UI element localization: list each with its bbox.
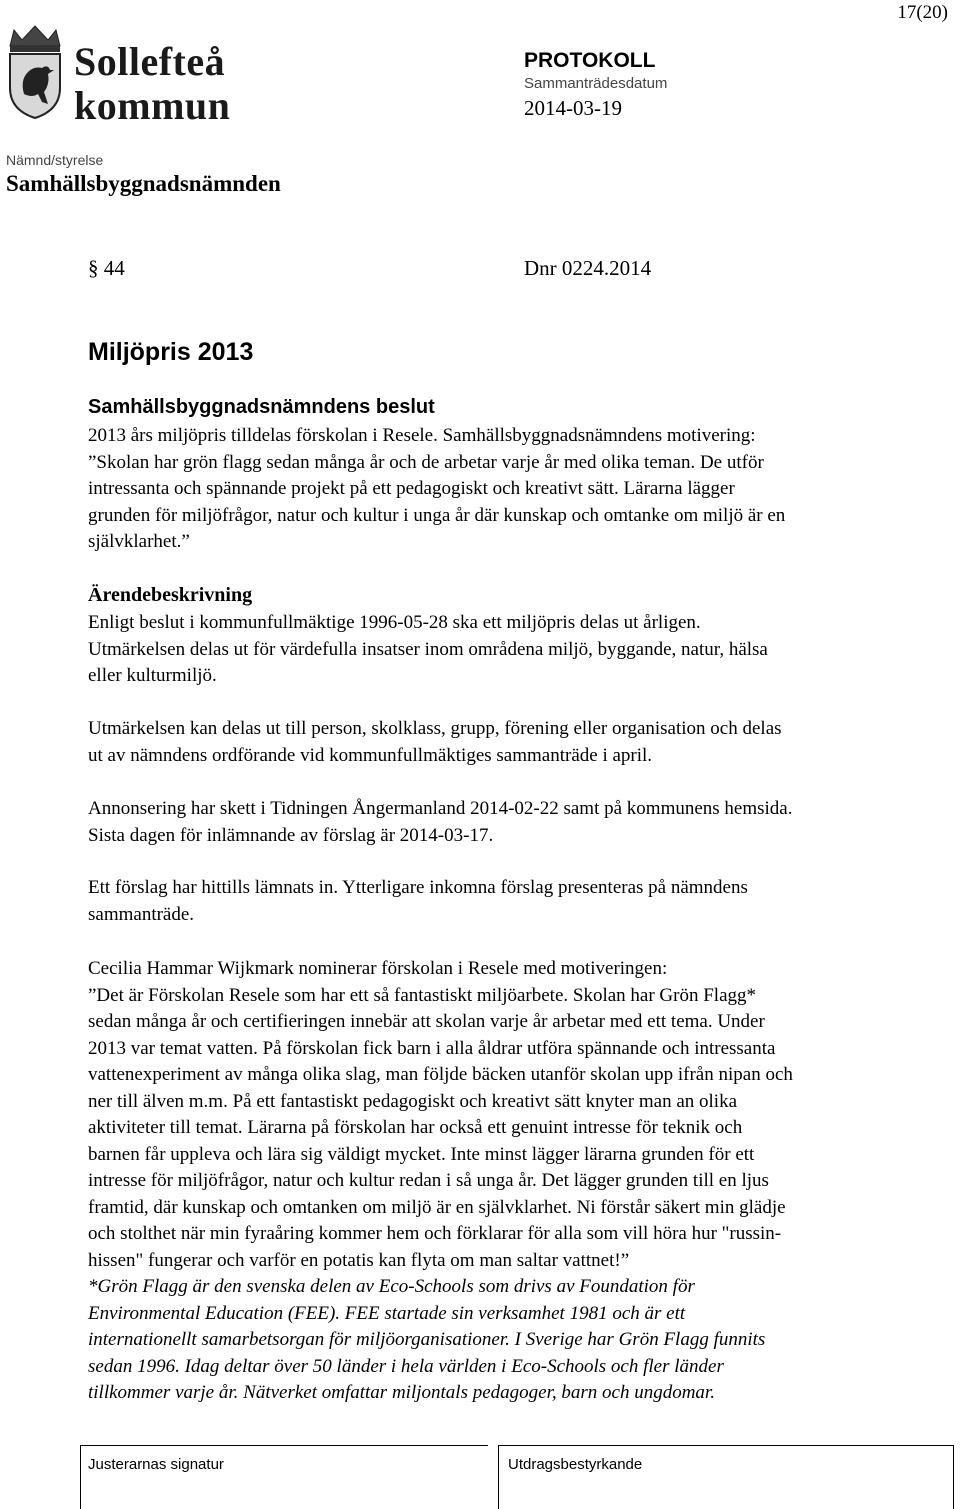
text-line: självklarhet.”	[88, 531, 190, 552]
footnote-line: tillkommer varje år. Nätverket omfattar miljontals pedagoger, barn och ungdomar.	[88, 1382, 715, 1403]
text-line: Ett förslag har hittills lämnats in. Ytterligare inkomna förslag presenteras på nämndens	[88, 877, 748, 898]
decision-text	[88, 423, 950, 556]
description-paragraph-1	[88, 610, 950, 690]
text-line: Sista dagen för inlämnande av förslag är 2014-03-17.	[88, 824, 494, 846]
text-line: ner till älven m.m. På ett fantastiskt pedagogiskt och kreativt sätt knyter man an olika	[88, 1090, 738, 1112]
footer-border	[498, 1445, 499, 1509]
description-paragraph-2	[88, 716, 950, 769]
case-title: Miljöpris 2013	[88, 338, 254, 366]
footnote-line: sedan 1996. Idag deltar över 50 länder i hela världen i Eco-Schools och fler länder	[88, 1355, 724, 1377]
case-number: Dnr 0224.2014	[524, 256, 652, 280]
text-line: Utmärkelsen kan delas ut till person, skolklass, grupp, förening eller organisation och delas	[88, 718, 782, 739]
decision-heading: Samhällsbyggnadsnämndens beslut	[88, 396, 435, 418]
text-line: vattenexperiment av många olika slag, man följde bäcken utanför skolan upp ifrån nipan och	[88, 1064, 793, 1085]
footer-divider-right	[498, 1445, 954, 1446]
description-heading: Ärendebeskrivning	[88, 584, 253, 606]
text-line: sammanträde.	[88, 903, 195, 925]
meeting-date: 2014-03-19	[524, 96, 622, 120]
certification-label: Utdragsbestyrkande	[508, 1456, 643, 1473]
signature-label: Justerarnas signatur	[88, 1456, 224, 1473]
document-type: PROTOKOLL	[524, 49, 656, 72]
description-paragraph-3	[88, 796, 950, 849]
text-line: Enligt beslut i kommunfullmäktige 1996-05-28 ska ett miljöpris delas ut årligen.	[88, 612, 701, 633]
text-line: 2013 var temat vatten. På förskolan fick barn i alla åldrar utföra spännande och intressanta	[88, 1037, 776, 1059]
coat-of-arms-icon	[4, 24, 66, 120]
logo-text-line2: kommun	[74, 83, 231, 128]
text-line: grunden för miljöfrågor, natur och kultur i unga år där kunskap och omtanke om miljö är en	[88, 504, 786, 526]
text-line: hissen" fungerar och varför en potatis kan flyta om man saltar vattnet!”	[88, 1249, 630, 1271]
text-line: 2013 års miljöpris tilldelas förskolan i Resele. Samhällsbyggnadsnämndens motivering:	[88, 425, 756, 446]
text-line: barnen får uppleva och lära sig väldigt mycket. Inte minst lägger lärarna grunden för ett	[88, 1143, 755, 1165]
nomination-paragraph	[88, 956, 950, 1407]
logo-text-line1: Sollefteå	[74, 39, 226, 84]
text-line: Cecilia Hammar Wijkmark nominerar förskolan i Resele med motiveringen:	[88, 958, 668, 979]
footnote-line: Environmental Education (FEE). FEE startade sin verksamhet 1981 och är ett	[88, 1302, 686, 1324]
footnote-line: *Grön Flagg är den svenska delen av Eco-Schools som drivs av Foundation för	[88, 1276, 695, 1297]
text-line: eller kulturmiljö.	[88, 665, 217, 686]
text-line: ”Det är Förskolan Resele som har ett så fantastiskt miljöarbete. Skolan har Grön Flagg*	[88, 984, 757, 1006]
text-line: intressanta och spännande projekt på ett pedagogiskt och kreativt sätt. Lärarna lägger	[88, 478, 735, 499]
footer-border	[953, 1445, 954, 1509]
text-line: intresse för miljöfrågor, natur och kultur redan i så unga år. Det lägger grunden till en ljus	[88, 1170, 769, 1191]
text-line: aktiviteter till temat. Lärarna på förskolan har också ett genuint intresse för teknik och	[88, 1117, 743, 1138]
page-number: 17(20)	[897, 2, 948, 23]
footnote-line: internationellt samarbetsorgan för miljöorganisationer. I Sverige har Grön Flagg funnits	[88, 1329, 766, 1350]
board-label: Nämnd/styrelse	[6, 152, 104, 168]
footer-border	[80, 1445, 81, 1509]
paragraph-number: § 44	[88, 256, 125, 280]
text-line: Annonsering har skett i Tidningen Ångermanland 2014-02-22 samt på kommunens hemsida.	[88, 798, 793, 819]
footer-divider-left	[80, 1445, 488, 1446]
text-line: sedan många år och certifieringen innebär att skolan varje år arbetar med ett tema. Under	[88, 1011, 765, 1032]
text-line: framtid, där kunskap och omtanken om miljö är en självklarhet. Ni förstår säkert min glädje	[88, 1196, 786, 1218]
text-line: ”Skolan har grön flagg sedan många år och de arbetar varje år med olika teman. De utför	[88, 451, 764, 473]
description-paragraph-4	[88, 875, 950, 928]
text-line: och stolthet när min fyraåring kommer hem och förklarar för alla som vill höra hur "russin-	[88, 1223, 782, 1244]
municipality-logo	[4, 20, 274, 128]
date-label: Sammanträdesdatum	[524, 75, 668, 92]
text-line: Utmärkelsen delas ut för värdefulla insatser inom områdena miljö, byggande, natur, hälsa	[88, 638, 768, 660]
text-line: ut av nämndens ordförande vid kommunfullmäktiges sammanträde i april.	[88, 744, 653, 766]
board-name: Samhällsbyggnadsnämnden	[6, 171, 281, 196]
